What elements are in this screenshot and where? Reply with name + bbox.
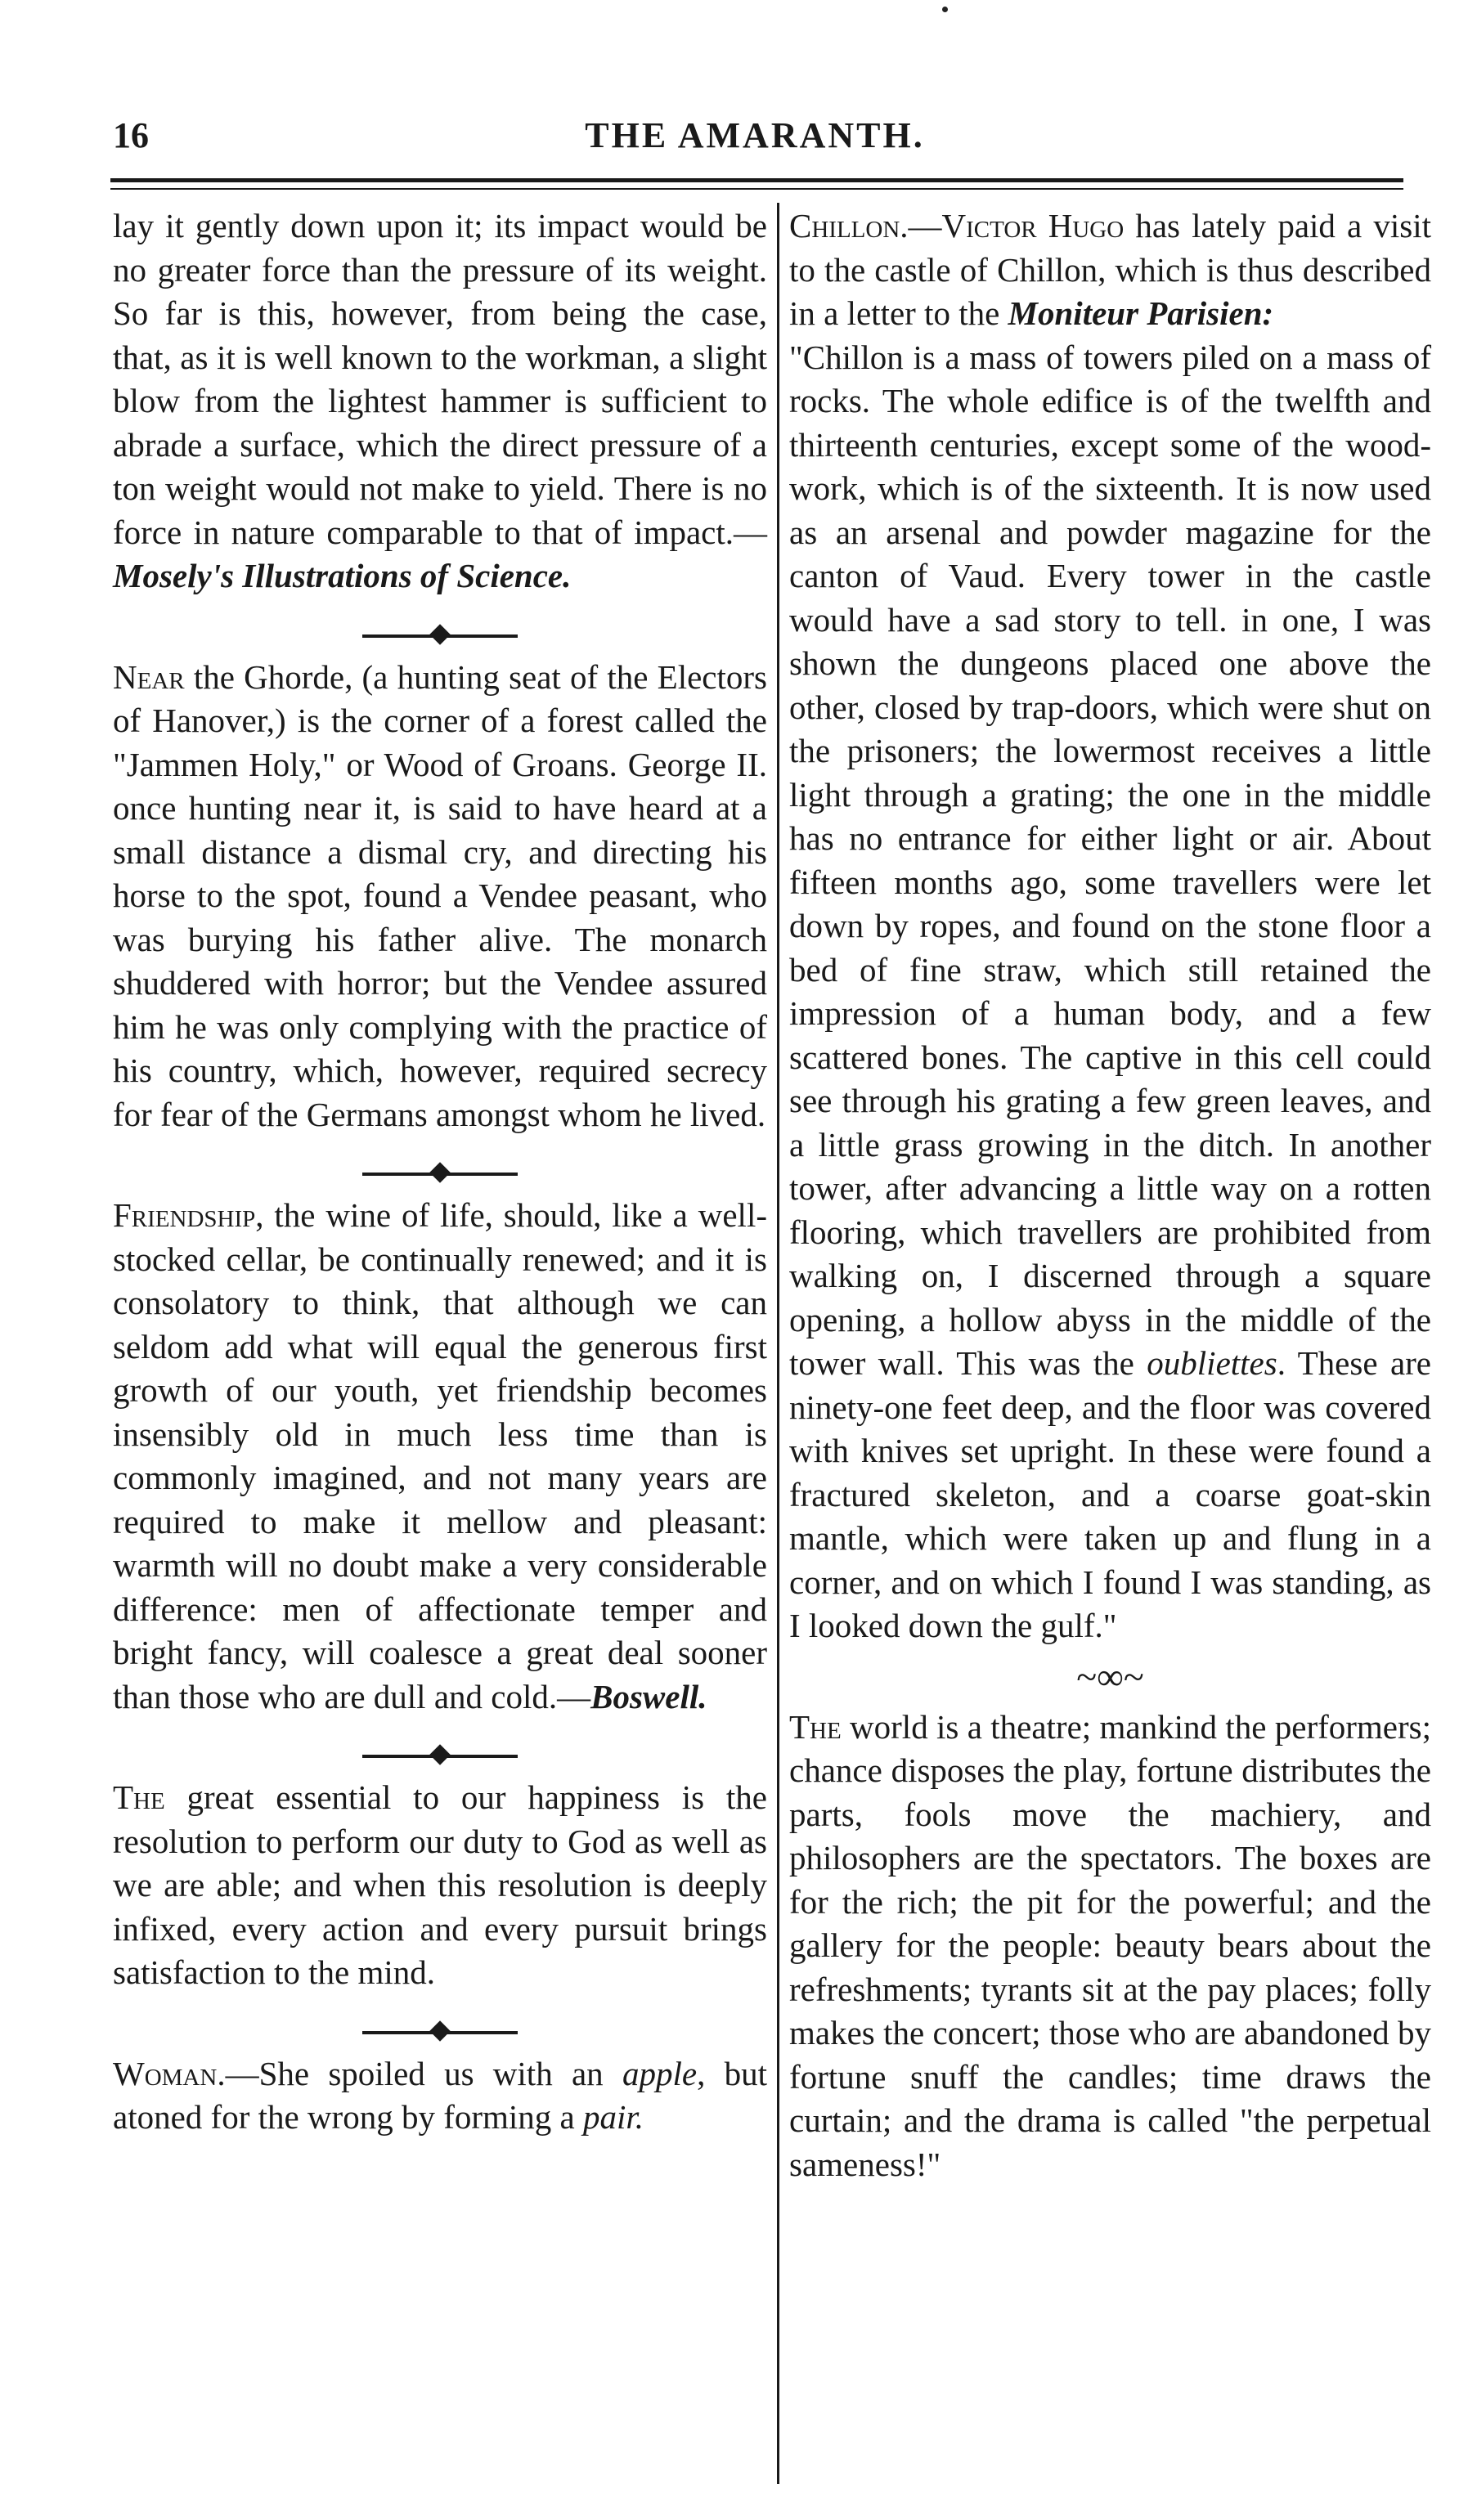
chillon-intro: Chillon.—Victor Hugo has lately paid a visit to the castle of Chillon, which is thus described in a letter to the Moniteur Parisien: [789, 207, 1432, 332]
header-rule-thin [110, 188, 1403, 190]
flourish-ornament: ~∞~ [1076, 1655, 1144, 1697]
page-number: 16 [113, 115, 149, 155]
friendship-paragraph: Friendship, the wine of life, should, like a well-stocked cellar, be continually renewed; and it is consolatory to think, that although we can seldom add what will equal the generous first growth of our youth, yet friendship becomes insensibly old in much less time than is commonly imagined, and not many years are required to make it mellow and pleasant: warmth will no doubt make a very considerable difference: men of affectionate temper and bright fancy, will coalesce a great deal sooner than those who are dull and cold.—Boswell. [113, 1196, 767, 1715]
woman-paragraph: Woman.—She spoiled us with an apple, but atoned for the wrong by forming a pair. [113, 2054, 767, 2136]
ornament-divider [113, 1137, 767, 1194]
right-column [789, 204, 1431, 2186]
ghorde-paragraph: Near the Ghorde, (a hunting seat of the Electors of Hanover,) is the corner of a forest called the "Jammen Holy," or Wood of Groans. George II. once hunting near it, is said to have heard at a small distance a dismal cry, and directing his horse to the spot, found a Vendee peasant, who was burying his father alive. The monarch shuddered with horror; but the Vendee assured him he was only complying with the practice of his country, which, however, required secrecy for fear of the Germans amongst whom he lived. [113, 657, 767, 1133]
impact-source: Mosely's Illustrations of Science. [113, 557, 572, 594]
left-column [113, 204, 767, 2140]
ornament-divider [113, 599, 767, 656]
column-divider [777, 203, 779, 2484]
header-rule-thick [110, 178, 1403, 182]
impact-paragraph: lay it gently down upon it; its impact would be no greater force than the pressure of its weight. So far is this, however, from being the case, that, as it is well known to the workman, a slight blow from the lightest hammer is sufficient to abrade a surface, which the direct pressure of a ton weight would not make to yield. There is no force in nature comparable to that of impact.—Mosely's Illustrations of Science. [113, 207, 767, 594]
ornament-divider [113, 1719, 767, 1776]
theatre-paragraph: The world is a theatre; mankind the performers; chance disposes the play, fortune distributes the parts, fools move the machiery, and philosophers are the spectators. The boxes are for the rich; the pit for the powerful; and the gallery for the people: beauty bears about the refreshments; tyrants sit at the pay places; folly makes the concert; those who are abandoned by fortune snuff the candles; time draws the curtain; and the drama is called "the perpetual sameness!" [789, 1707, 1431, 2183]
running-header [106, 114, 1403, 160]
friendship-source: Boswell. [590, 1677, 707, 1715]
journal-title: THE AMARANTH. [585, 115, 925, 155]
essential-paragraph: The great essential to our happiness is the resolution to perform our duty to God as well as we are able; and when this resolution is deeply infixed, every action and every pursuit brings satisfaction to the mind. [113, 1778, 767, 1991]
chillon-quote: "Chillon is a mass of towers piled on a mass of rocks. The whole edifice is of the twelfth and thirteenth centuries, except some of the wood-work, which is of the sixteenth. It is now used as an arsenal and powder magazine for the canton of Vaud. Every tower in the castle would have a sad story to tell. in one, I was shown the dungeons placed one above the other, closed by trap-doors, which were shut on the prisoners; the lowermost receives a little light through a grating; the one in the middle has no entrance for either light or air. About fifteen months ago, some travellers were let down by ropes, and found on the stone floor a bed of fine straw, which still retained the impression of a human body, and a few scattered bones. The captive in this cell could see through his grating a few green leaves, and a little grass growing in the ditch. In another tower, after advancing a little way on a rotten flooring, which travellers are prohibited from walking on, I discerned through a square opening, a hollow abyss in the middle of the tower wall. This was the oubliettes. These are ninety-one feet deep, and the floor was covered with knives set upright. In these were found a fractured skeleton, and a coarse goat-skin mantle, which were taken up and flung in a corner, and on which I found I was standing, as I looked down the gulf." [789, 338, 1431, 1644]
ornament-divider [113, 1995, 767, 2052]
printer-mark [942, 7, 948, 12]
